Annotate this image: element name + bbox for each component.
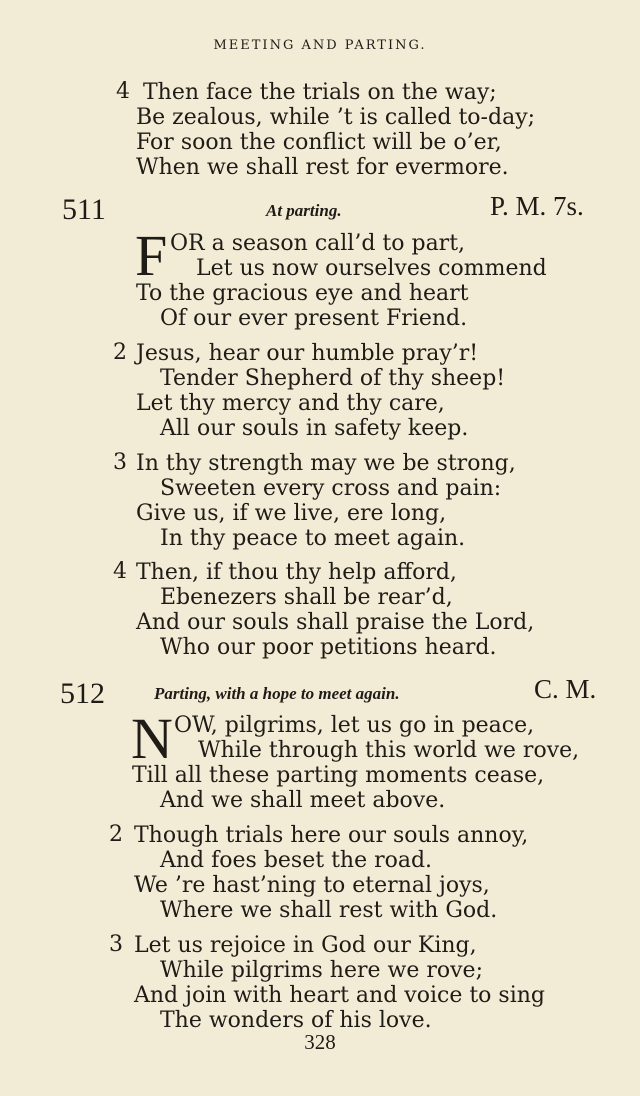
verse-line: Ebenezers shall be rear’d, (160, 585, 453, 610)
verse-line: Till all these parting moments cease, (132, 763, 545, 788)
verse-line: Who our poor petitions heard. (160, 635, 497, 660)
verse-line: And join with heart and voice to sing (134, 983, 545, 1008)
drop-cap: N (131, 706, 173, 771)
verse-line: To the gracious eye and heart (136, 281, 469, 306)
hymn-number: 512 (60, 677, 105, 710)
verse-line: Tender Shepherd of thy sheep! (160, 366, 506, 391)
hymn-title: At parting. (266, 201, 342, 220)
stanza-number: 4 (116, 79, 130, 104)
stanza-number: 2 (113, 340, 127, 365)
verse-line: Let us now ourselves commend (196, 256, 547, 281)
verse-line: Of our ever present Friend. (160, 306, 468, 331)
verse-line: Then face the trials on the way; (143, 80, 497, 105)
verse-line: The wonders of his love. (160, 1008, 432, 1033)
verse-line: In thy strength may we be strong, (136, 451, 516, 476)
drop-cap: F (135, 223, 168, 288)
verse-line: Let thy mercy and thy care, (136, 391, 445, 416)
verse-line: While through this world we rove, (198, 738, 580, 763)
stanza-number: 4 (113, 559, 127, 584)
verse-line: Give us, if we live, ere long, (136, 501, 447, 526)
stanza-number: 3 (113, 450, 127, 475)
verse-line: All our souls in safety keep. (160, 416, 469, 441)
hymn-meter: P. M. 7s. (490, 191, 584, 221)
verse-line: Then, if thou thy help afford, (136, 560, 457, 585)
stanza-number: 2 (109, 822, 123, 847)
verse-line: Jesus, hear our humble pray’r! (136, 341, 479, 366)
verse-line: Where we shall rest with God. (160, 898, 498, 923)
verse-line: When we shall rest for evermore. (136, 155, 509, 180)
verse-line: For soon the conflict will be o’er, (136, 130, 502, 155)
verse-line: OW, pilgrims, let us go in peace, (174, 713, 535, 738)
verse-line: Be zealous, while ’t is called to-day; (136, 105, 536, 130)
hymn-title: Parting, with a hope to meet again. (154, 684, 400, 703)
verse-line: We ’re hast’ning to eternal joys, (134, 873, 490, 898)
verse-line: In thy peace to meet again. (160, 526, 466, 551)
verse-line: OR a season call’d to part, (170, 231, 466, 256)
hymn-number: 511 (62, 193, 106, 226)
verse-line: Though trials here our souls annoy, (134, 823, 529, 848)
verse-line: Let us rejoice in God our King, (134, 933, 477, 958)
running-head: MEETING AND PARTING. (213, 38, 427, 53)
hymn-meter: C. M. (534, 674, 597, 704)
verse-line: And our souls shall praise the Lord, (136, 610, 535, 635)
verse-line: While pilgrims here we rove; (160, 958, 483, 983)
verse-line: And foes beset the road. (160, 848, 433, 873)
stanza-number: 3 (109, 932, 123, 957)
verse-line: And we shall meet above. (160, 788, 446, 813)
page-number: 328 (304, 1030, 336, 1054)
verse-line: Sweeten every cross and pain: (160, 476, 502, 501)
